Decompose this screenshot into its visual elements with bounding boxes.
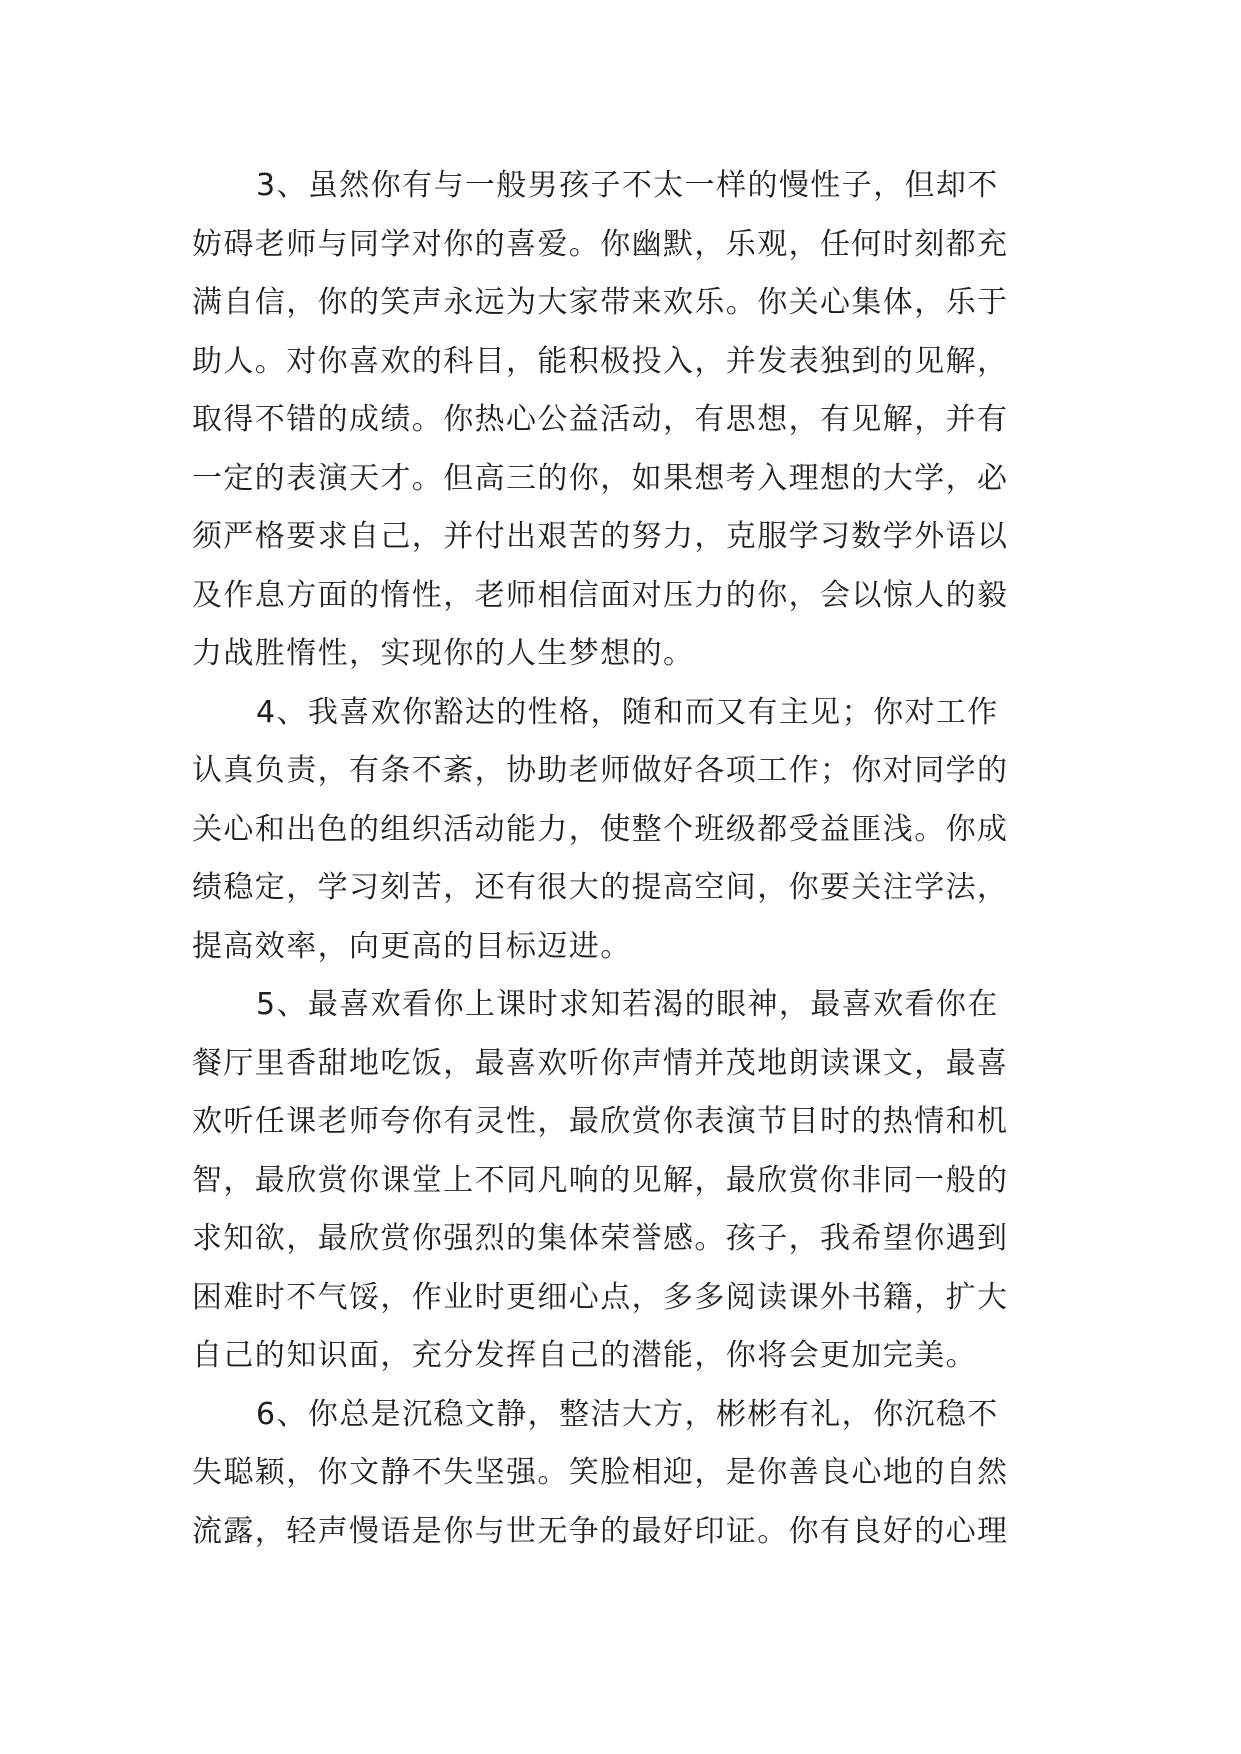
- text-line: 自己的知识面，充分发挥自己的潜能，你将会更加完美。: [192, 1338, 977, 1373]
- text-line: 3、虽然你有与一般男孩子不太一样的慢性子，但却不: [256, 168, 999, 203]
- document-body: [192, 157, 1052, 1561]
- text-line: 餐厅里香甜地吃饭，最喜欢听你声情并茂地朗读课文，最喜: [192, 1045, 1009, 1081]
- text-line: 一定的表演天才。但高三的你，如果想考入理想的大学，必: [192, 460, 1009, 496]
- text-line: 须严格要求自己，并付出艰苦的努力，克服学习数学外语以: [192, 519, 1009, 554]
- text-line: 4、我喜欢你豁达的性格，随和而又有主见；你对工作: [256, 694, 999, 730]
- text-line: 助人。对你喜欢的科目，能积极投入，并发表独到的见解，: [192, 343, 1009, 379]
- text-line: 智，最欣赏你课堂上不同凡响的见解，最欣赏你非同一般的: [192, 1162, 1009, 1198]
- text-line: 欢听任课老师夸你有灵性，最欣赏你表演节目时的热情和机: [192, 1104, 1009, 1139]
- text-line: 妨碍老师与同学对你的喜爱。你幽默，乐观，任何时刻都充: [192, 226, 1009, 262]
- text-line: 失聪颖，你文静不失坚强。笑脸相迎，是你善良心地的自然: [192, 1455, 1009, 1490]
- text-line: 力战胜惰性，实现你的人生梦想的。: [192, 636, 695, 671]
- text-line: 5、最喜欢看你上课时求知若渴的眼神，最喜欢看你在: [256, 987, 999, 1022]
- text-line: 6、你总是沉稳文静，整洁大方，彬彬有礼，你沉稳不: [256, 1396, 999, 1432]
- text-line: 流露，轻声慢语是你与世无争的最好印证。你有良好的心理: [192, 1513, 1009, 1549]
- text-line: 求知欲，最欣赏你强烈的集体荣誉感。孩子，我希望你遇到: [192, 1221, 1009, 1256]
- text-line: 困难时不气馁，作业时更细心点，多多阅读课外书籍，扩大: [192, 1279, 1009, 1315]
- text-line: 及作息方面的惰性，老师相信面对压力的你，会以惊人的毅: [192, 577, 1009, 613]
- text-line: 认真负责，有条不紊，协助老师做好各项工作；你对同学的: [192, 753, 1009, 788]
- text-line: 关心和出色的组织活动能力，使整个班级都受益匪浅。你成: [192, 811, 1009, 847]
- text-line: 绩稳定，学习刻苦，还有很大的提高空间，你要关注学法，: [192, 870, 1009, 905]
- text-line: 提高效率，向更高的目标迈进。: [192, 928, 632, 964]
- text-line: 满自信，你的笑声永远为大家带来欢乐。你关心集体，乐于: [192, 285, 1009, 320]
- text-line: 取得不错的成绩。你热心公益活动，有思想，有见解，并有: [192, 402, 1009, 437]
